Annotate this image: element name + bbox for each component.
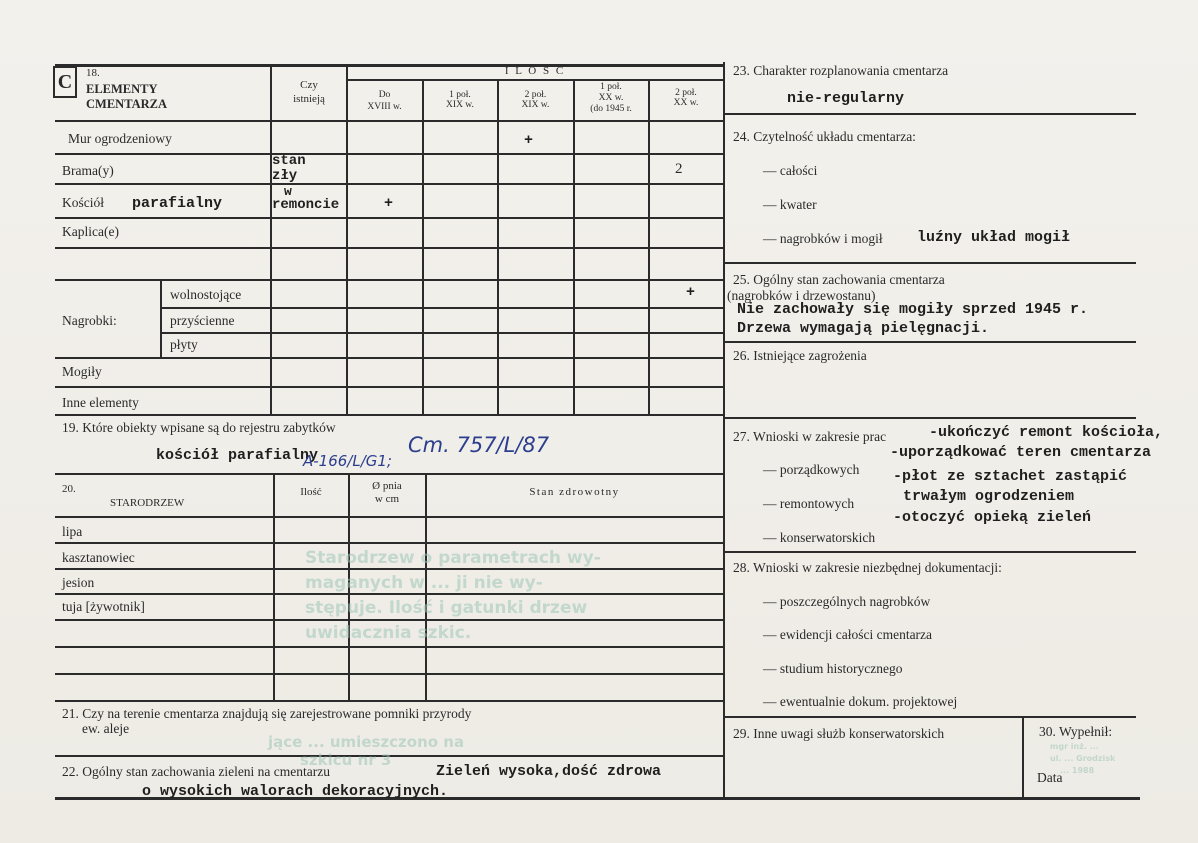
row-kosciol-remont: remoncie <box>272 197 340 213</box>
q19-handwriting-register: A-166/L/G1; <box>303 452 392 470</box>
col-2pol-xix: 2 poł. <box>524 90 547 100</box>
q27-typed-line: -płot ze sztachet zastąpić <box>893 468 1128 485</box>
rule <box>55 120 723 122</box>
col-2pol-xx-sub: XX w. <box>673 98 699 108</box>
q20-col-pnia: Ø pnia <box>372 480 402 492</box>
row-kosciol-w: w <box>284 184 292 199</box>
rule <box>160 279 162 357</box>
q21-label-aleje: ew. aleje <box>82 721 130 736</box>
row-wolno-label: wolnostojące <box>170 287 242 302</box>
rule <box>55 673 723 675</box>
q25-typed-line2: Drzewa wymagają pielęgnacji. <box>737 320 990 337</box>
q30-label: 30. Wypełnił: <box>1039 724 1113 739</box>
q28-label: 28. Wnioski w zakresie niezbędnej dokumentacji: <box>733 560 1002 575</box>
q28-option: — poszczególnych nagrobków <box>763 594 931 609</box>
q27-option: — remontowych <box>763 496 855 511</box>
rule <box>497 79 499 414</box>
col-2pol-xix-sub: XIX w. <box>521 100 550 110</box>
q22-label: 22. Ogólny stan zachowania zieleni na cmentarzu <box>62 764 331 779</box>
q22-typed-line2: o wysokich walorach dekoracyjnych. <box>142 783 449 800</box>
stamp-text: jące ... umieszczono na <box>268 733 465 751</box>
q28-option: — ewidencji całości cmentarza <box>763 627 933 642</box>
col-do-xviii-sub: XVIII w. <box>367 102 402 112</box>
q28-option: — ewentualnie dokum. projektowej <box>763 694 958 709</box>
rule <box>422 79 424 414</box>
stamp-text: mgr inż. ... <box>1050 742 1099 751</box>
row-kosciol-typed: parafialny <box>132 195 223 212</box>
tree-item: jesion <box>62 575 95 590</box>
q24-label: 24. Czytelność układu cmentarza: <box>733 129 916 144</box>
q22-typed-line1: Zieleń wysoka,dość zdrowa <box>436 763 662 780</box>
q25-typed-line1: Nie zachowały się mogiły sprzed 1945 r. <box>737 301 1089 318</box>
tree-item: kasztanowiec <box>62 550 135 565</box>
rule <box>55 217 723 219</box>
q20-col-pnia-unit: w cm <box>374 493 400 505</box>
rule <box>55 646 723 648</box>
row-mur-label: Mur ogrodzeniowy <box>68 131 172 146</box>
row-przysc-label: przyścienne <box>170 313 235 328</box>
stamp-text: stępuje. Ilość i gatunki drzew <box>305 598 588 618</box>
rule <box>273 473 275 700</box>
q27-label: 27. Wnioski w zakresie prac <box>733 429 887 444</box>
q19-typed: kościół parafialny <box>156 447 319 464</box>
q24-option: — całości <box>763 163 818 178</box>
rule <box>55 183 723 185</box>
q27-option: — porządkowych <box>763 462 860 477</box>
row-plyty-label: płyty <box>170 337 198 352</box>
stamp-text: ... 1988 <box>1060 766 1095 775</box>
section-letter-box: C <box>53 66 77 98</box>
stamp-text: ul. ... Grodzisk <box>1050 754 1116 763</box>
col-1pol-xix: 1 poł. <box>449 90 471 100</box>
rule <box>55 542 723 544</box>
rule <box>55 568 723 570</box>
row-brama-zly: zły <box>272 168 298 184</box>
rule <box>573 79 575 414</box>
rule <box>648 79 650 414</box>
ilosc-header: I L O Ś C <box>504 65 566 77</box>
row-brama-count: 2 <box>675 161 683 177</box>
q24-option: — nagrobków i mogił <box>763 231 883 246</box>
row-mogily-label: Mogiły <box>62 364 102 379</box>
q27-typed-line: -ukończyć remont kościoła, <box>929 424 1164 441</box>
rule <box>55 700 723 702</box>
tree-item: lipa <box>62 524 83 539</box>
rule <box>55 153 723 155</box>
q20-title: STARODRZEW <box>110 497 185 509</box>
q29-label: 29. Inne uwagi służb konserwatorskich <box>733 726 945 741</box>
rule <box>55 357 723 359</box>
rule <box>723 262 1136 264</box>
rule <box>723 716 1136 718</box>
q27-typed-line: trwałym ogrodzeniem <box>903 488 1075 505</box>
col-1pol-xix-sub: XIX w. <box>446 100 474 110</box>
row-brama-label: Brama(y) <box>62 163 114 178</box>
col-do-xviii: Do <box>378 90 391 100</box>
rule <box>270 64 272 414</box>
col-czy-label: Czy <box>300 79 318 91</box>
col-2pol-xx: 2 poł. <box>675 88 697 98</box>
q27-typed-line: -uporządkować teren cmentarza <box>890 444 1152 461</box>
q21-label: 21. Czy na terenie cmentarza znajdują się zarejestrowane pomniki przyrody <box>62 706 472 721</box>
q24-typed: luźny układ mogił <box>917 229 1071 246</box>
q20-col-stan: Stan zdrowotny <box>529 486 620 498</box>
rule <box>55 593 723 595</box>
rule <box>347 79 723 81</box>
q20-number: 20. <box>62 483 76 495</box>
q26-label: 26. Istniejące zagrożenia <box>733 348 867 363</box>
rule <box>1022 716 1024 797</box>
rule <box>723 113 1136 115</box>
rule <box>55 414 723 416</box>
rule <box>55 473 723 475</box>
rule <box>160 332 723 334</box>
stamp-text: uwidacznia szkic. <box>305 623 472 643</box>
q28-option: — studium historycznego <box>763 661 903 676</box>
row-brama-stan: stan <box>272 153 306 169</box>
rule <box>723 62 725 797</box>
row-wolno-mark: + <box>686 284 696 301</box>
rule <box>160 307 723 309</box>
row-kosciol-mark: + <box>384 195 394 212</box>
stamp-text: szkicu nr 3 <box>300 751 392 769</box>
rule <box>346 64 348 414</box>
q23-typed: nie-regularny <box>787 90 905 107</box>
stamp-text: maganych w ... ji nie wy- <box>305 573 543 593</box>
row-inne-label: Inne elementy <box>62 395 139 410</box>
tree-item: tuja [żywotnik] <box>62 599 145 614</box>
col-istnieja-label: istnieją <box>293 93 325 105</box>
rule <box>723 417 1136 419</box>
col-1pol-xx-sub: (do 1945 r. <box>590 104 632 114</box>
col-1pol-xx-top: 1 poł. <box>600 82 622 92</box>
rule <box>723 551 1136 553</box>
q23-label: 23. Charakter rozplanowania cmentarza <box>733 63 949 78</box>
q27-typed-line: -otoczyć opieką zieleń <box>893 509 1092 526</box>
rule <box>723 341 1136 343</box>
q19-handwriting-cm: Cm. 757/L/87 <box>408 433 550 457</box>
section-title-line1: ELEMENTY <box>86 82 158 96</box>
rule <box>55 247 723 249</box>
q30-date-label: Data <box>1037 770 1063 785</box>
section-title-line2: CMENTARZA <box>86 97 168 111</box>
q19-label: 19. Które obiekty wpisane są do rejestru zabytków <box>62 420 336 435</box>
col-1pol-xx: XX w. <box>598 93 624 103</box>
q20-col-ilosc: Ilość <box>300 486 322 498</box>
row-kaplica-label: Kaplica(e) <box>62 224 119 239</box>
rule <box>55 619 723 621</box>
q25-label-sub: (nagrobków i drzewostanu) <box>727 288 876 303</box>
q24-option: — kwater <box>763 197 817 212</box>
section-number: 18. <box>86 67 100 79</box>
row-mur-mark: + <box>524 132 534 149</box>
q25-label: 25. Ogólny stan zachowania cmentarza <box>733 272 945 287</box>
rule <box>55 279 723 281</box>
rule <box>55 516 723 518</box>
row-nagrobki-label: Nagrobki: <box>62 313 117 328</box>
stamp-text: Starodrzew o parametrach wy- <box>305 548 601 568</box>
row-kosciol-label: Kościół <box>62 195 104 210</box>
rule <box>55 386 723 388</box>
q27-option: — konserwatorskich <box>763 530 876 545</box>
